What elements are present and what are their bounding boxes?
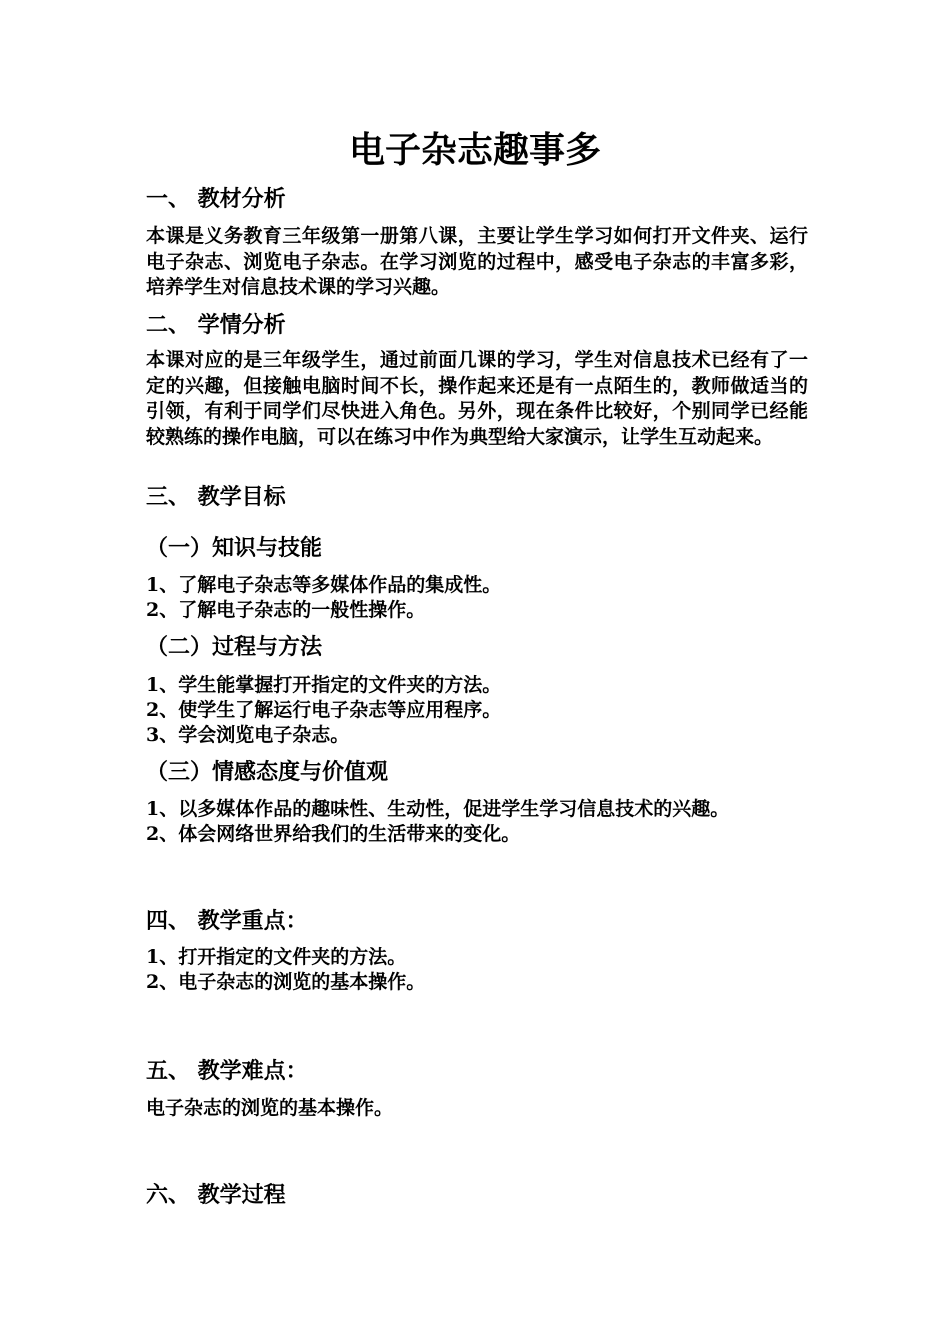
subsection-heading-knowledge-skills: （一）知识与技能 <box>146 535 323 561</box>
list-item: 2、使学生了解运行电子杂志等应用程序。 <box>146 699 502 721</box>
list-item: 电子杂志的浏览的基本操作。 <box>146 1097 394 1119</box>
list-item: 2、了解电子杂志的一般性操作。 <box>146 599 426 621</box>
list-item: 1、了解电子杂志等多媒体作品的集成性。 <box>146 574 502 596</box>
section-heading-teaching-goals: 三、 教学目标 <box>146 484 286 510</box>
list-item: 1、打开指定的文件夹的方法。 <box>146 946 407 968</box>
section-heading-key-points: 四、 教学重点： <box>146 908 308 934</box>
list-item: 3、学会浏览电子杂志。 <box>146 724 350 746</box>
list-item: 1、以多媒体作品的趣味性、生动性，促进学生学习信息技术的兴趣。 <box>146 798 730 820</box>
section-heading-difficult-points: 五、 教学难点： <box>146 1058 308 1084</box>
document-title: 电子杂志趣事多 <box>348 129 601 171</box>
section-body-student-analysis: 本课对应的是三年级学生，通过前面几课的学习，学生对信息技术已经有了一定的兴趣，但接触电脑时间不长，操作起来还是有一点陌生的，教师做适当的引领，有利于同学们尽快进入角色。另外，现在条件比较好，个别同学已经能较熟练的操作电脑，可以在练习中作为典型给大家演示，让学生互动起来。 <box>146 349 808 448</box>
subsection-heading-process-methods: （二）过程与方法 <box>146 634 323 660</box>
list-item: 1、学生能掌握打开指定的文件夹的方法。 <box>146 674 502 696</box>
section-body-textbook-analysis: 本课是义务教育三年级第一册第八课，主要让学生学习如何打开文件夹、运行电子杂志、浏览电子杂志。在学习浏览的过程中，感受电子杂志的丰富多彩，培养学生对信息技术课的学习兴趣。 <box>146 225 808 298</box>
section-heading-teaching-process: 六、 教学过程 <box>146 1182 286 1208</box>
subsection-heading-emotions-values: （三）情感态度与价值观 <box>146 759 389 785</box>
section-heading-student-analysis: 二、 学情分析 <box>146 312 286 338</box>
list-item: 2、体会网络世界给我们的生活带来的变化。 <box>146 823 521 845</box>
list-item: 2、电子杂志的浏览的基本操作。 <box>146 971 426 993</box>
section-heading-textbook-analysis: 一、 教材分析 <box>146 186 286 212</box>
